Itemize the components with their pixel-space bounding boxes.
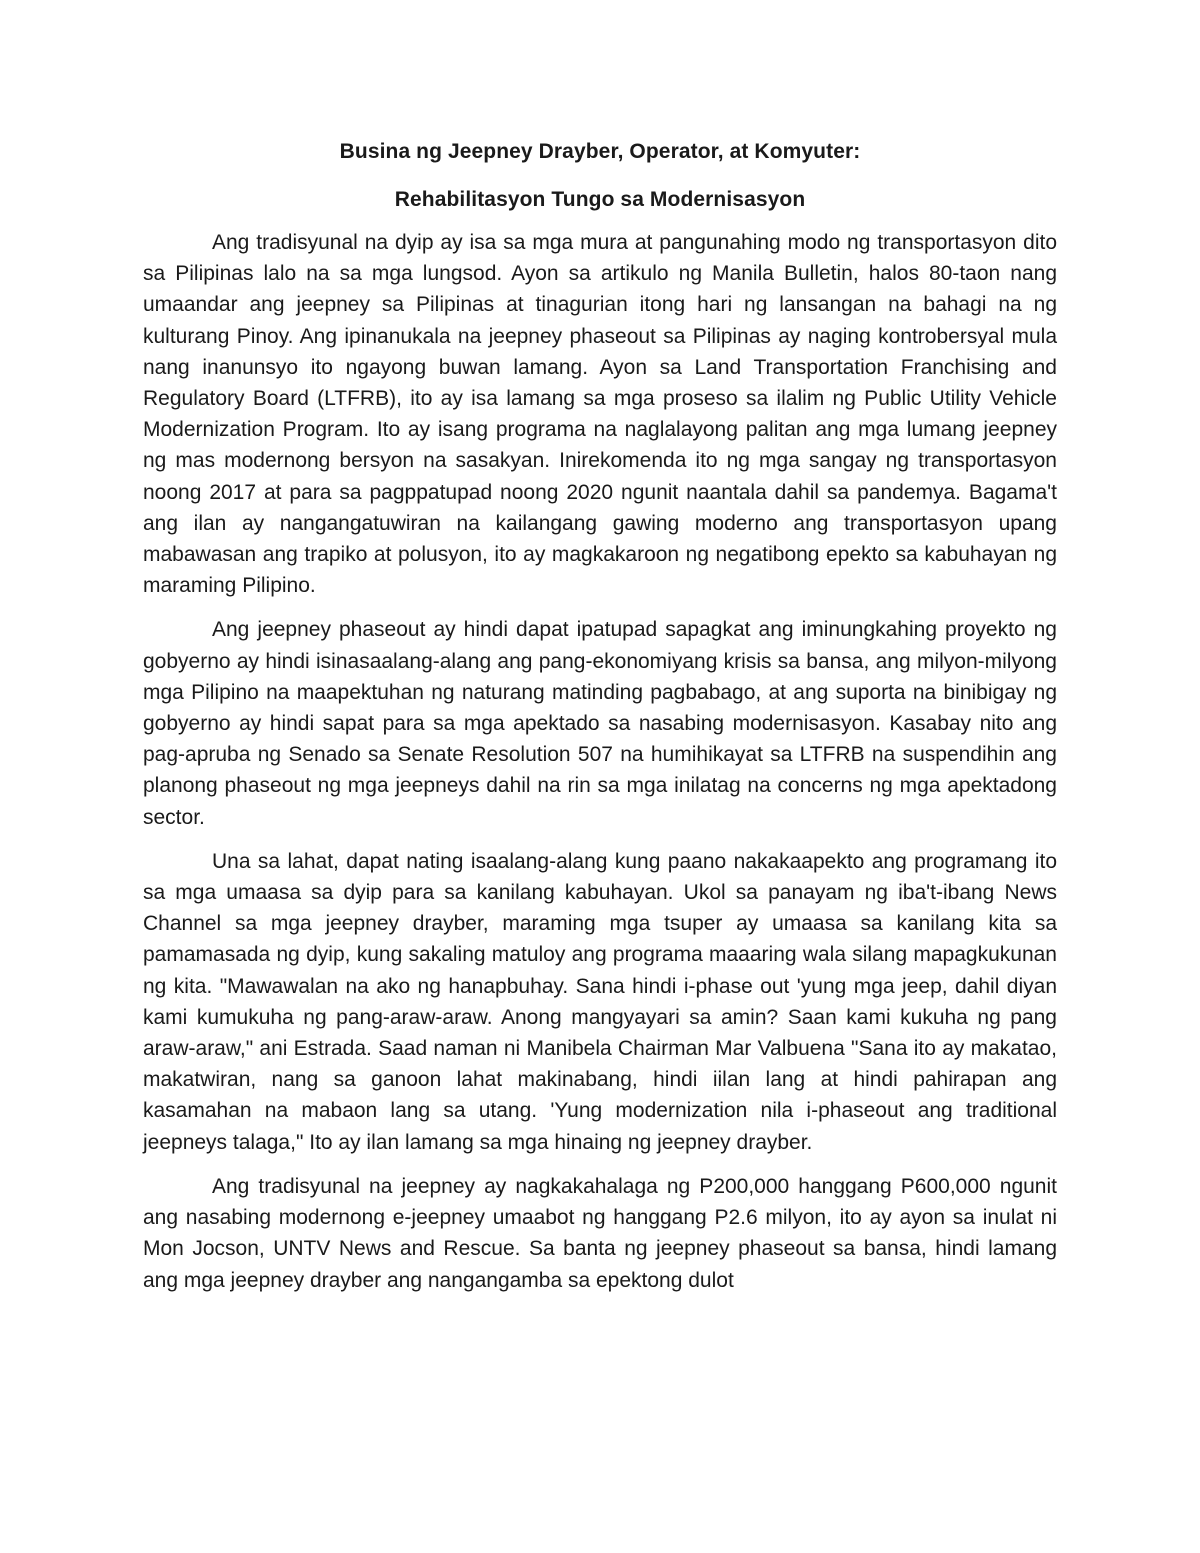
document-body bbox=[143, 139, 1057, 1309]
paragraph-1: Ang tradisyunal na dyip ay isa sa mga mura at pangunahing modo ng transportasyon dito sa Pilipinas lalo na sa mga lungsod. Ayon sa artikulo ng Manila Bulletin, halos 80-taon nang umaandar ang jeepney sa Pilipinas at tinagurian itong hari ng lansangan na bahagi na ng kulturang Pinoy. Ang ipinanukala na jeepney phaseout sa Pilipinas ay naging kontrobersyal mula nang inanunsyo ito ngayong buwan lamang. Ayon sa Land Transportation Franchising and Regulatory Board (LTFRB), ito ay isa lamang sa mga proseso sa ilalim ng Public Utility Vehicle Modernization Program. Ito ay isang programa na naglalayong palitan ang mga lumang jeepney ng mas modernong bersyon na sasakyan. Inirekomenda ito ng mga sangay ng transportasyon noong 2017 at para sa pagppatupad noong 2020 ngunit naantala dahil sa pandemya. Bagama't ang ilan ay nangangatuwiran na kailangang gawing moderno ang transportasyon upang mabawasan ang trapiko at polusyon, ito ay magkakaroon ng negatibong epekto sa kabuhayan ng maraming Pilipino. bbox=[143, 231, 1057, 598]
document-subtitle: Rehabilitasyon Tungo sa Modernisasyon bbox=[394, 188, 806, 211]
paragraph-3: Una sa lahat, dapat nating isaalang-alang kung paano nakakaapekto ang programang ito sa mga umaasa sa dyip para sa kanilang kabuhayan. Ukol sa panayam ng iba't-ibang News Channel sa mga jeepney drayber, maraming mga tsuper ay umaasa sa kanilang kita sa pamamasada ng dyip, kung sakaling matuloy ang programa maaaring wala silang mapagkukunan ng kita. "Mawawalan na ako ng hanapbuhay. Sana hindi i-phase out 'yung mga jeep, dahil diyan kami kumukuha ng pang-araw-araw. Anong mangyayari sa amin? Saan kami kukuha ng pang araw-araw," ani Estrada. Saad naman ni Manibela Chairman Mar Valbuena "Sana ito ay makatao, makatwiran, nang sa ganoon lahat makinabang, hindi iilan lang at hindi pahirapan ang kasamahan na mabaon lang sa utang. 'Yung modernization nila i-phaseout ang traditional jeepneys talaga," Ito ay ilan lamang sa mga hinaing ng jeepney drayber. bbox=[143, 849, 1057, 1154]
paragraph-2: Ang jeepney phaseout ay hindi dapat ipatupad sapagkat ang iminungkahing proyekto ng gobyerno ay hindi isinasaalang-alang ang pang-ekonomiyang krisis sa bansa, ang milyon-milyong mga Pilipino na maapektuhan ng naturang matinding pagbabago, at ang suporta na binibigay ng gobyerno ay hindi sapat para sa mga apektado sa nasabing modernisasyon. Kasabay nito ang pag-apruba ng Senado sa Senate Resolution 507 na humihikayat sa LTFRB na suspendihin ang planong phaseout ng mga jeepneys dahil na rin sa mga inilatag na concerns ng mga apektadong sector. bbox=[143, 618, 1057, 829]
document-title: Busina ng Jeepney Drayber, Operator, at Komyuter: bbox=[339, 140, 861, 163]
paragraph-4: Ang tradisyunal na jeepney ay nagkakahalaga ng P200,000 hanggang P600,000 ngunit ang nasabing modernong e-jeepney umaabot ng hanggang P2.6 milyon, ito ay ayon sa inulat ni Mon Jocson, UNTV News and Rescue. Sa banta ng jeepney phaseout sa bansa, hindi lamang ang mga jeepney drayber ang nangangamba sa epektong dulot bbox=[143, 1174, 1057, 1292]
